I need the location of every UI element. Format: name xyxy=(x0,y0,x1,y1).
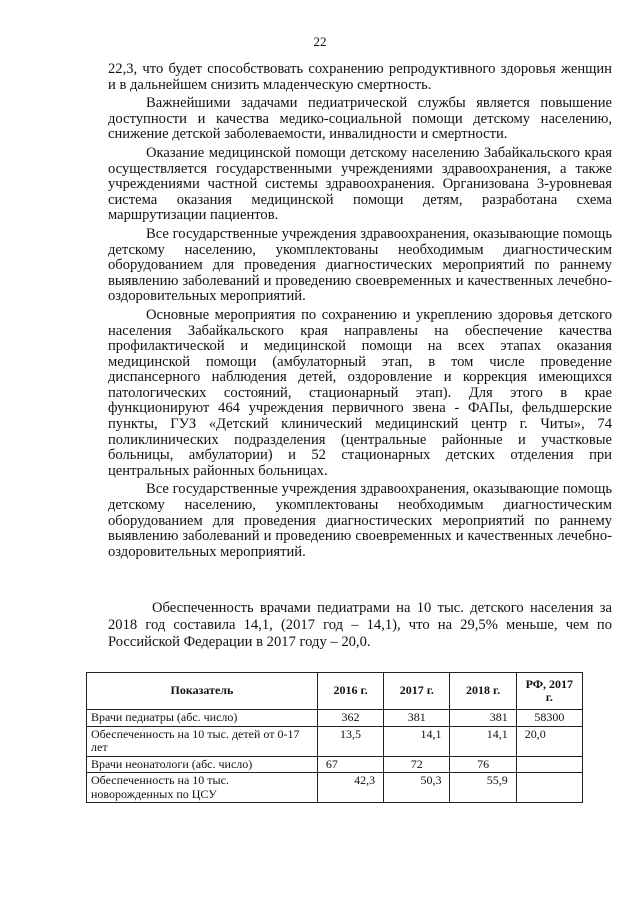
paragraph-pediatric-provision: Обеспеченность врачами педиатрами на 10 тыс. детского населения за 2018 год составила 14,1, (2017 год – 14,1), что на 29,5% меньше, чем по Российской Федерации в 2017 году – 20,0. xyxy=(108,600,612,650)
table-cell: 14,1 xyxy=(450,726,516,756)
body-text xyxy=(108,62,612,560)
indicators-table xyxy=(86,672,583,803)
table-cell: Врачи педиатры (абс. число) xyxy=(87,710,318,727)
page-number: 22 xyxy=(313,34,327,49)
paragraph: 22,3, что будет способствовать сохранению репродуктивного здоровья женщин и в дальнейшем снизить младенческую смертность. xyxy=(108,61,612,93)
paragraph: Основные мероприятия по сохранению и укреплению здоровья детского населения Забайкальского края направлены на обеспечение качества профилактической и медицинской помощи на всех этапах оказания медицинской помощи (амбулаторный этап, в том числе проведение диспансерного наблюдения детей, оздоровление и коррекция имеющихся патологических состояний, стационарный этап). Для этого в крае функционируют 464 учреждения первичного звена - ФАПы, фельдшерские пункты, ГУЗ «Детский клинический медицинский центр г. Читы», 74 поликлинических подразделения (центральные районные и участковые больницы, амбулатории) и 52 стационарных детских отделения при центральных районных больницах. xyxy=(108,306,612,479)
table-cell: 42,3 xyxy=(317,773,383,803)
column-header: Показатель xyxy=(87,673,318,710)
table-cell: 67 xyxy=(317,756,383,773)
paragraph: Все государственные учреждения здравоохранения, оказывающие помощь детскому населению, укомплектованы необходимым диагностическим оборудованием для проведения диагностических мероприятий по раннему выявлению заболеваний и проведению своевременных и качественных лечебно-оздоровительных мероприятий. xyxy=(108,225,612,305)
table-cell xyxy=(516,756,582,773)
table-cell xyxy=(516,773,582,803)
table-cell: Обеспеченность на 10 тыс. детей от 0-17 лет xyxy=(87,726,318,756)
paragraph: Важнейшими задачами педиатрической службы является повышение доступности и качества медико-социальной помощи детскому населению, снижение детской заболеваемости, инвалидности и смертности. xyxy=(108,95,612,143)
table-row xyxy=(87,773,583,803)
column-header: 2017 г. xyxy=(384,673,450,710)
column-header: РФ, 2017 г. xyxy=(516,673,582,710)
table-cell: 381 xyxy=(450,710,516,727)
table-cell: 50,3 xyxy=(384,773,450,803)
table-row xyxy=(87,756,583,773)
table-cell: 20,0 xyxy=(516,726,582,756)
paragraph: Все государственные учреждения здравоохранения, оказывающие помощь детскому населению, укомплектованы необходимым диагностическим оборудованием для проведения диагностических мероприятий по раннему выявлению заболеваний и проведению своевременных и качественных лечебно-оздоровительных мероприятий. xyxy=(108,481,612,560)
paragraph: Оказание медицинской помощи детскому населению Забайкальского края осуществляется государственными учреждениями здравоохранения, а также учреждениями частной системы здравоохранения. Организована 3-уровневая система оказания медицинской помощи детям, разработана схема маршрутизации пациентов. xyxy=(108,144,612,224)
table-cell: 55,9 xyxy=(450,773,516,803)
table-row xyxy=(87,726,583,756)
table-cell: Обеспеченность на 10 тыс. новорожденных по ЦСУ xyxy=(87,773,318,803)
column-header: 2018 г. xyxy=(450,673,516,710)
table-cell: 76 xyxy=(450,756,516,773)
table-cell: 72 xyxy=(384,756,450,773)
table-cell: 362 xyxy=(317,710,383,727)
table-cell: 13,5 xyxy=(317,726,383,756)
table-header-row xyxy=(87,673,583,710)
table-row xyxy=(87,710,583,727)
table-cell: 381 xyxy=(384,710,450,727)
table-cell: 58300 xyxy=(516,710,582,727)
table-cell: Врачи неонатологи (абс. число) xyxy=(87,756,318,773)
table-cell: 14,1 xyxy=(384,726,450,756)
column-header: 2016 г. xyxy=(317,673,383,710)
